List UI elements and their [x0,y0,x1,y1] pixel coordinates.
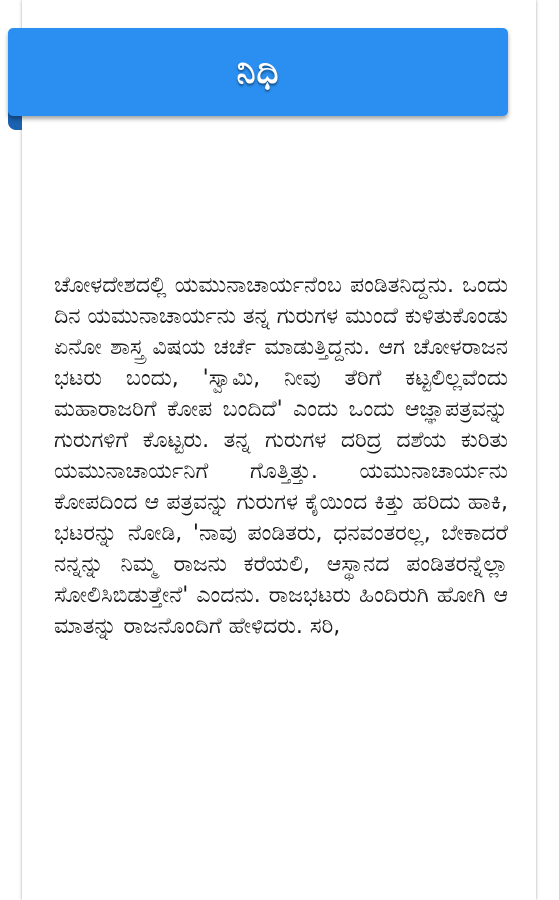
page-title: ನಿಧಿ [236,52,280,92]
story-text: ಚೋಳದೇಶದಲ್ಲಿ ಯಮುನಾಚಾರ್ಯನೆಂಬ ಪಂಡಿತನಿದ್ದನು. ಒಂದು ದಿನ ಯಮುನಾಚಾರ್ಯನು ತನ್ನ ಗುರುಗಳ ಮುಂದೆ ಕುಳಿತುಕೊಂಡು ಏನೋ ಶಾಸ್ತ್ರ ವಿಷಯ ಚರ್ಚೆ ಮಾಡುತ್ತಿದ್ದನು. ಆಗ ಚೋಳರಾಜನ ಭಟರು ಬಂದು, 'ಸ್ವಾಮಿ, ನೀವು ತೆರಿಗೆ ಕಟ್ಟಲಿಲ್ಲವೆಂದು ಮಹಾರಾಜರಿಗೆ ಕೋಪ ಬಂದಿದೆ' ಎಂದು ಒಂದು ಆಜ್ಞಾಪತ್ರವನ್ನು ಗುರುಗಳಿಗೆ ಕೊಟ್ಟರು. ತನ್ನ ಗುರುಗಳ ದರಿದ್ರ ದಶೆಯ ಕುರಿತು ಯಮುನಾಚಾರ್ಯನಿಗೆ ಗೊತ್ತಿತ್ತು. ಯಮುನಾಚಾರ್ಯನು ಕೋಪದಿಂದ ಆ ಪತ್ರವನ್ನು ಗುರುಗಳ ಕೈಯಿಂದ ಕಿತ್ತು ಹರಿದು ಹಾಕಿ, ಭಟರನ್ನು ನೋಡಿ, 'ನಾವು ಪಂಡಿತರು, ಧನವಂತರಲ್ಲ, ಬೇಕಾದರೆ ನನ್ನನ್ನು ನಿಮ್ಮ ರಾಜನು ಕರೆಯಲಿ, ಆಸ್ಥಾನದ ಪಂಡಿತರನ್ನೆಲ್ಲಾ ಸೋಲಿಸಿಬಿಡುತ್ತೇನೆ' ಎಂದನು. ರಾಜಭಟರು ಹಿಂದಿರುಗಿ ಹೋಗಿ ಆ ಮಾತನ್ನು ರಾಜನೊಂದಿಗೆ ಹೇಳಿದರು. ಸರಿ, [54,273,508,639]
header-bar [8,28,508,116]
